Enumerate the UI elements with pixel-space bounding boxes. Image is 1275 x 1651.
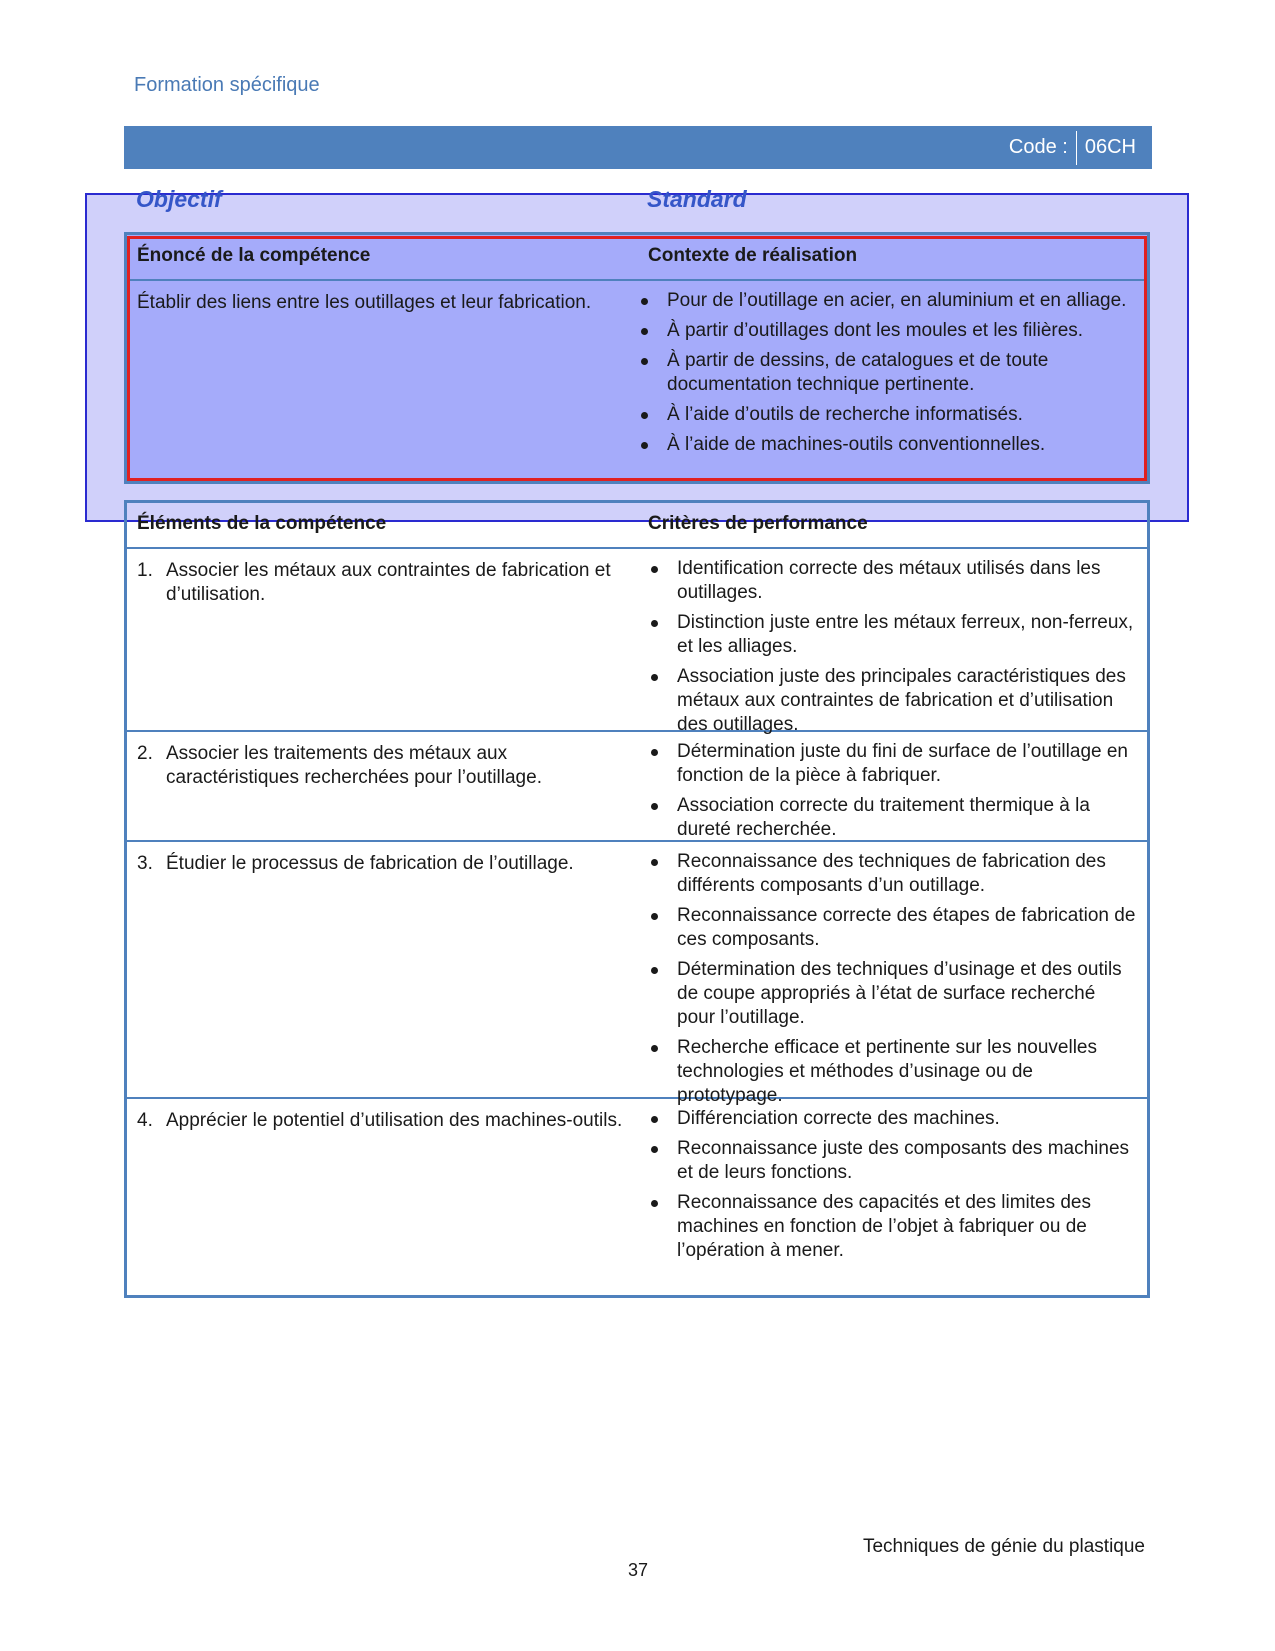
critere-item — [648, 557, 1137, 605]
critere-text: Reconnaissance des techniques de fabrication des différents composants d’un outillage. — [677, 851, 1106, 896]
element-cell — [127, 842, 648, 1097]
critere-text: Différenciation correcte des machines. — [677, 1108, 1000, 1129]
criteres-list — [648, 850, 1137, 1108]
bullet-icon — [648, 794, 677, 842]
element-text: Associer les métaux aux contraintes de fabrication et d’utilisation. — [166, 560, 611, 605]
table-row — [127, 1099, 1147, 1275]
bullet-icon — [638, 289, 667, 313]
critere-item — [648, 1107, 1137, 1131]
critere-text: Association correcte du traitement thermique à la dureté recherchée. — [677, 795, 1090, 840]
standard-heading: Standard — [647, 186, 747, 212]
element-number: 4. — [137, 1110, 153, 1131]
standard-table — [124, 232, 1150, 484]
critere-text: Reconnaissance des capacités et des limites des machines en fonction de l’objet à fabriquer ou de l’opération à mener. — [677, 1192, 1092, 1261]
element-number: 2. — [137, 743, 153, 764]
contexte-item — [638, 349, 1127, 397]
enonce-text: Établir des liens entre les outillages et leur fabrication. — [137, 292, 592, 313]
page-header-label: Formation spécifique — [134, 74, 320, 96]
bullet-icon — [648, 1191, 677, 1263]
critere-item — [648, 665, 1137, 737]
contexte-item — [638, 319, 1127, 343]
critere-item — [648, 611, 1137, 659]
element-item — [137, 742, 638, 790]
table-row — [127, 549, 1147, 735]
table-row — [127, 732, 1147, 842]
code-label: Code : — [1008, 136, 1068, 158]
code-separator — [1076, 131, 1077, 165]
critere-item — [648, 740, 1137, 788]
criteres-cell — [648, 549, 1147, 735]
critere-text: Association juste des principales caractéristiques des métaux aux contraintes de fabrication et d’utilisation des outillages. — [677, 666, 1126, 735]
bullet-icon — [638, 349, 667, 397]
contexte-list — [638, 289, 1127, 457]
element-item — [137, 1109, 638, 1133]
contexte-item-text: À partir d’outillages dont les moules et les filières. — [667, 320, 1084, 341]
code-bar — [124, 126, 1152, 169]
critere-text: Détermination des techniques d’usinage et des outils de coupe appropriés à l’état de surface recherché pour l’outillage. — [677, 959, 1122, 1028]
element-item — [137, 559, 638, 607]
criteres-list — [648, 557, 1137, 737]
element-number: 1. — [137, 560, 153, 581]
criteres-cell — [648, 1099, 1147, 1275]
elements-table — [124, 500, 1150, 1298]
element-number: 3. — [137, 853, 153, 874]
critere-item — [648, 794, 1137, 842]
contexte-item — [638, 403, 1127, 427]
standard-table-row — [127, 281, 1147, 469]
element-text: Apprécier le potentiel d’utilisation des machines-outils. — [166, 1110, 623, 1131]
contexte-item-text: Pour de l’outillage en acier, en aluminium et en alliage. — [667, 290, 1127, 311]
elements-header: Éléments de la compétence — [137, 513, 387, 534]
bullet-icon — [648, 740, 677, 788]
criteres-cell — [648, 732, 1147, 840]
bullet-icon — [638, 319, 667, 343]
criteres-list — [648, 1107, 1137, 1263]
critere-item — [648, 1137, 1137, 1185]
objectif-heading: Objectif — [136, 186, 222, 212]
element-cell — [127, 549, 648, 730]
contexte-item — [638, 289, 1127, 313]
page-number: 37 — [628, 1560, 649, 1580]
contexte-item-text: À l’aide d’outils de recherche informatisés. — [667, 404, 1023, 425]
element-cell — [127, 1099, 648, 1275]
critere-item — [648, 850, 1137, 898]
element-cell — [127, 732, 648, 840]
elements-table-header — [127, 503, 1147, 549]
criteres-header: Critères de performance — [648, 513, 868, 534]
bullet-icon — [648, 611, 677, 659]
table-row — [127, 842, 1147, 1106]
critere-text: Détermination juste du fini de surface de l’outillage en fonction de la pièce à fabriquer. — [677, 741, 1128, 786]
critere-item — [648, 904, 1137, 952]
element-text: Associer les traitements des métaux aux caractéristiques recherchées pour l’outillage. — [166, 743, 542, 788]
element-item — [137, 852, 638, 876]
bullet-icon — [648, 1137, 677, 1185]
bullet-icon — [638, 433, 667, 457]
criteres-list — [648, 740, 1137, 842]
critere-item — [648, 1191, 1137, 1263]
bullet-icon — [638, 403, 667, 427]
contexte-header: Contexte de réalisation — [648, 245, 858, 266]
standard-table-header — [127, 235, 1147, 281]
bullet-icon — [648, 1036, 677, 1108]
bullet-icon — [648, 557, 677, 605]
contexte-item-text: À l’aide de machines-outils conventionnelles. — [667, 434, 1046, 455]
element-text: Étudier le processus de fabrication de l’outillage. — [166, 853, 574, 874]
contexte-list-cell — [638, 281, 1137, 469]
critere-text: Reconnaissance juste des composants des machines et de leurs fonctions. — [677, 1138, 1130, 1183]
bullet-icon — [648, 850, 677, 898]
critere-item — [648, 958, 1137, 1030]
elements-table-body — [127, 549, 1147, 1275]
critere-item — [648, 1036, 1137, 1108]
contexte-item-text: À partir de dessins, de catalogues et de toute documentation technique pertinente. — [667, 350, 1049, 395]
bullet-icon — [648, 958, 677, 1030]
critere-text: Recherche efficace et pertinente sur les nouvelles technologies et méthodes d’usinage ou de prototypage. — [677, 1037, 1098, 1106]
footer-title: Techniques de génie du plastique — [862, 1536, 1145, 1557]
critere-text: Reconnaissance correcte des étapes de fabrication de ces composants. — [677, 905, 1136, 950]
code-value: 06CH — [1084, 136, 1136, 158]
contexte-item — [638, 433, 1127, 457]
critere-text: Distinction juste entre les métaux ferreux, non-ferreux, et les alliages. — [677, 612, 1134, 657]
criteres-cell — [648, 842, 1147, 1106]
enonce-header: Énoncé de la compétence — [137, 245, 371, 266]
bullet-icon — [648, 665, 677, 737]
critere-text: Identification correcte des métaux utilisés dans les outillages. — [677, 558, 1101, 603]
bullet-icon — [648, 1107, 677, 1131]
bullet-icon — [648, 904, 677, 952]
